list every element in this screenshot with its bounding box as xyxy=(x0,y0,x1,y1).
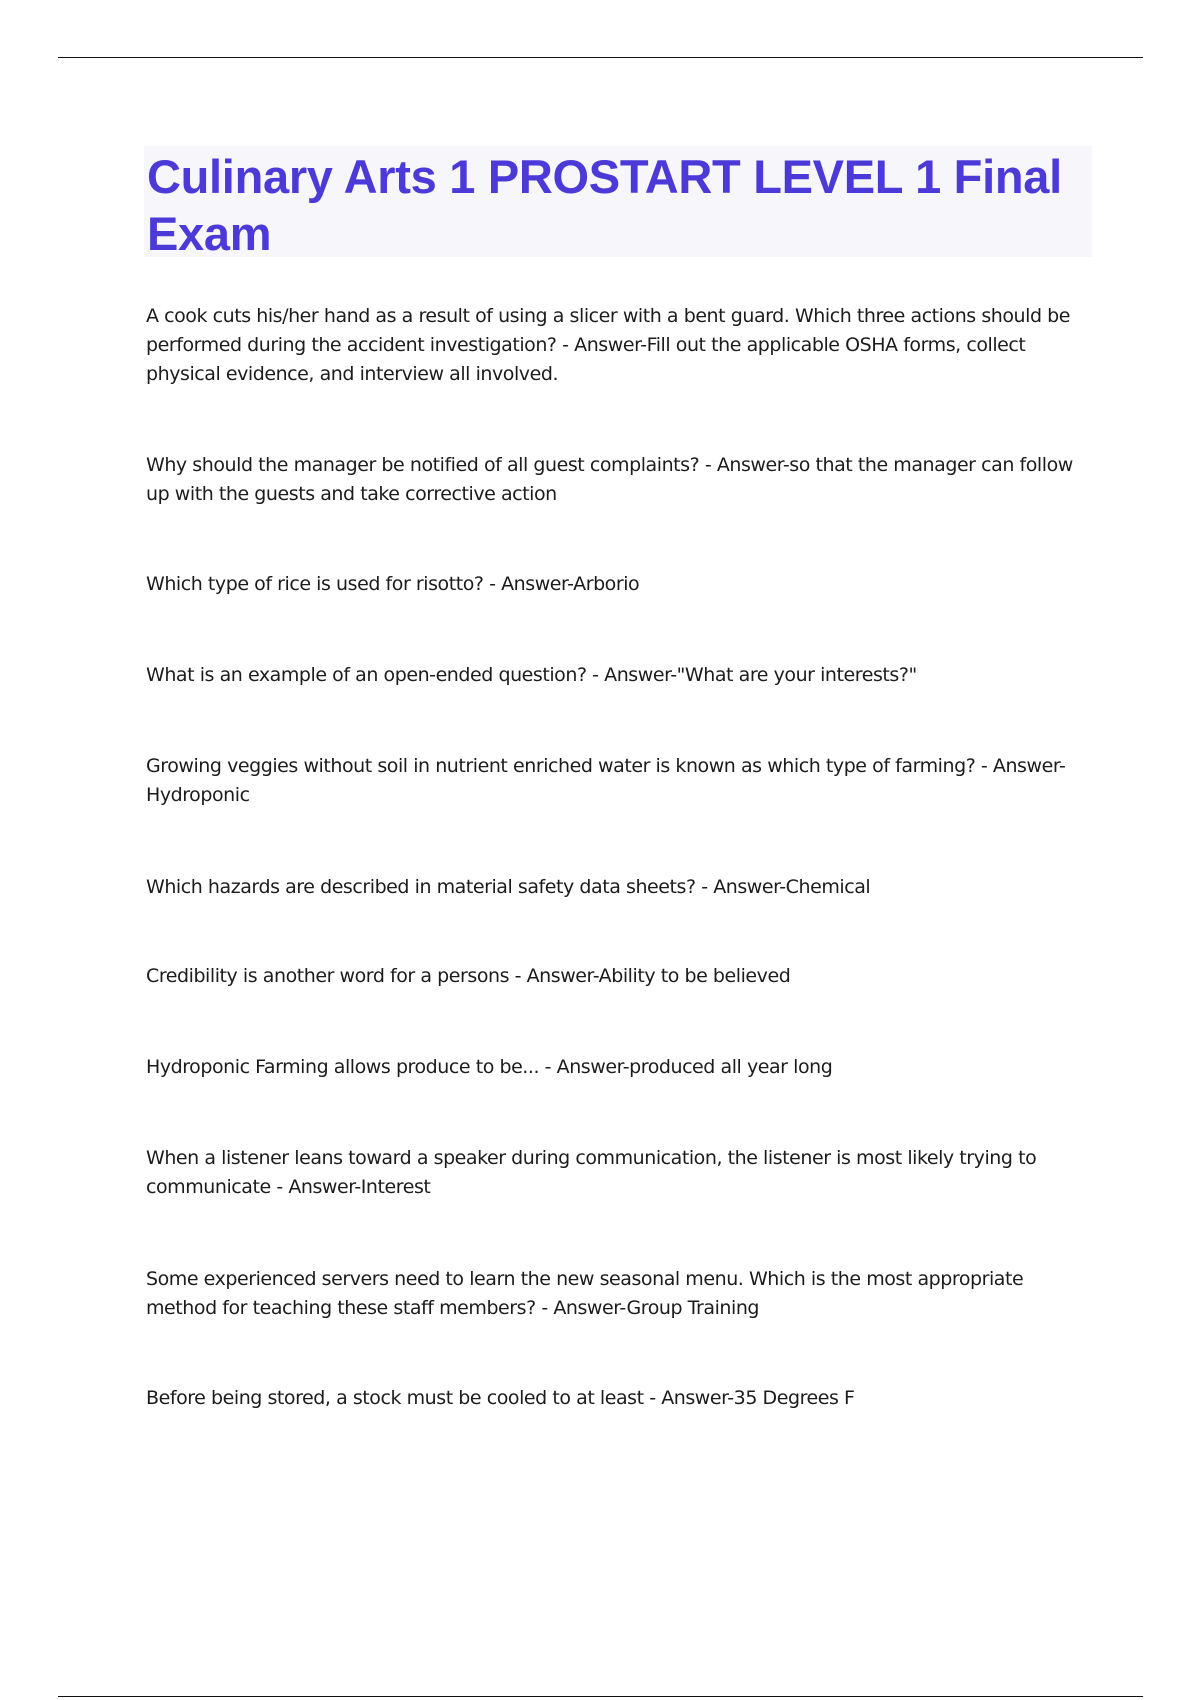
document-title: Culinary Arts 1 PROSTART LEVEL 1 Final Exam xyxy=(147,150,1062,260)
qa-item: Hydroponic Farming allows produce to be... - Answer-produced all year long xyxy=(146,1056,833,1078)
top-divider xyxy=(58,57,1143,58)
qa-item: Before being stored, a stock must be cooled to at least - Answer-35 Degrees F xyxy=(146,1387,855,1409)
title-banner xyxy=(144,146,1092,260)
qa-item: When a listener leans toward a speaker during communication, the listener is most likely trying to communicate - Answer-Interest xyxy=(146,1147,1037,1198)
qa-item: Growing veggies without soil in nutrient enriched water is known as which type of farming? - Answer-Hydroponic xyxy=(146,755,1066,806)
bottom-divider xyxy=(58,1696,1143,1697)
qa-item: Why should the manager be notified of all guest complaints? - Answer-so that the manager can follow up with the guests and take corrective action xyxy=(146,454,1073,505)
qa-item: Which hazards are described in material safety data sheets? - Answer-Chemical xyxy=(146,876,871,898)
qa-item: Which type of rice is used for risotto? - Answer-Arborio xyxy=(146,573,640,595)
qa-item: Some experienced servers need to learn the new seasonal menu. Which is the most appropriate method for teaching these staff members? - Answer-Group Training xyxy=(146,1268,1024,1319)
qa-item: Credibility is another word for a persons - Answer-Ability to be believed xyxy=(146,965,791,987)
qa-item: A cook cuts his/her hand as a result of using a slicer with a bent guard. Which three actions should be performed during the accident investigation? - Answer-Fill out the applicable OSHA forms, collect physical evidence, and interview all involved. xyxy=(146,305,1071,385)
qa-item: What is an example of an open-ended question? - Answer-"What are your interests?" xyxy=(146,664,917,686)
